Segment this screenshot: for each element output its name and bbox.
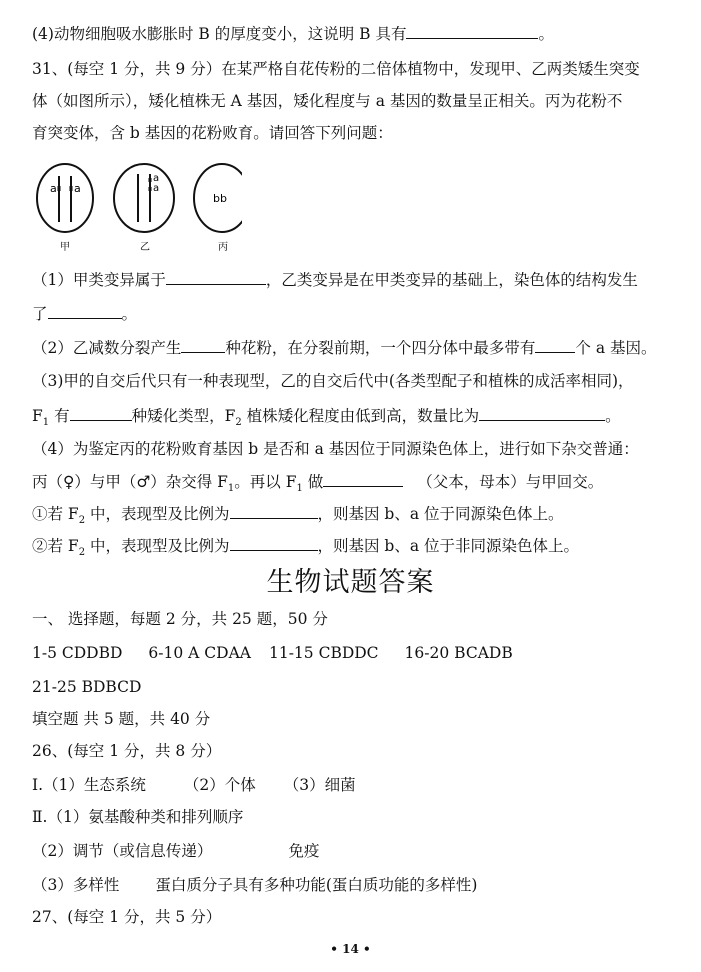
- q31-part3-line1: （3)甲的自交后代只有一种表现型，乙的自交后代中(各类型配子和植株的成活率相同)，: [32, 372, 634, 390]
- punct: 。: [538, 25, 554, 43]
- punct: 。: [605, 407, 621, 425]
- text: F: [32, 407, 43, 425]
- text: ，则基因 b、a 位于同源染色体上。: [317, 505, 564, 523]
- text: ，乙类变异是在甲类变异的基础上，染色体的结构发生: [265, 271, 638, 289]
- gene-a: a: [74, 182, 81, 195]
- answer-blank: [535, 336, 575, 353]
- cell-jia: [37, 164, 93, 253]
- text: Ⅰ.（1）生态系统: [32, 776, 146, 794]
- text: 丙（♀）与甲（♂）杂交得 F: [32, 473, 228, 491]
- text: 。再以 F: [234, 473, 297, 491]
- text: 中，表现型及比例为: [85, 537, 230, 555]
- q31-part4-line1: （4）为鉴定丙的花粉败育基因 b 是否和 a 基因位于同源染色体上，进行如下杂交普通：: [32, 440, 639, 458]
- gene-a: a: [50, 182, 57, 195]
- q31-header-line2: 体（如图所示），矮化植株无 A 基因，矮化程度与 a 基因的数量呈正相关。丙为花粉不: [32, 92, 623, 110]
- text: 蛋白质分子具有多种功能(蛋白质功能的多样性): [155, 876, 478, 894]
- cell-label-bing: 丙: [218, 242, 228, 253]
- text: 有: [49, 407, 70, 425]
- text: 植株矮化程度由低到高，数量比为: [241, 407, 480, 425]
- text: （2）调节（或信息传递）: [32, 842, 213, 860]
- subscript: 1: [227, 483, 235, 495]
- q31-part3-line2: [32, 404, 683, 434]
- q31-header-line3: 育突变体，含 b 基因的花粉败育。请回答下列问题：: [32, 124, 393, 142]
- cell-yi: [114, 164, 174, 253]
- text: 做: [302, 473, 324, 491]
- q31-part2: [32, 336, 683, 359]
- text: （3）细菌: [283, 776, 356, 794]
- answer-blank: [479, 404, 605, 421]
- gene-a: a: [153, 183, 160, 194]
- mc-answers-row1: [32, 642, 683, 664]
- q31-header-line1: 31、(每空 1 分，共 9 分）在某严格自花传粉的二倍体植物中，发现甲、乙两类矮生突变: [32, 60, 640, 78]
- subscript: 1: [296, 483, 303, 495]
- mc-group: 6-10 A CDAA: [148, 644, 251, 662]
- q30-part4-text: (4)动物细胞吸水膨胀时 B 的厚度变小，这说明 B 具有: [32, 25, 407, 43]
- text: （2）乙减数分裂产生: [32, 339, 182, 357]
- mc-group: 1-5 CDDBD: [32, 644, 123, 662]
- page-number: • 14 •: [330, 942, 371, 956]
- text: ②若 F: [32, 537, 79, 555]
- answers-title: 生物试题答案: [266, 567, 435, 598]
- text: （2）个体: [183, 776, 256, 794]
- punct: 。: [121, 305, 138, 323]
- q31-part4-line2: [32, 470, 683, 500]
- answer-blank: [166, 268, 266, 285]
- subscript: 2: [78, 515, 86, 527]
- section-mc-header: 一、 选择题，每题 2 分，共 25 题，50 分: [32, 610, 328, 628]
- text: 中，表现型及比例为: [85, 505, 230, 523]
- answer-blank: [70, 404, 132, 421]
- q26-part-i: [32, 774, 683, 796]
- q31-part1-line1: [32, 268, 683, 291]
- gene-bb: bb: [213, 192, 227, 205]
- answer-blank: [406, 22, 538, 39]
- answer-blank: [48, 302, 122, 319]
- text: （父本，母本）与甲回交。: [417, 473, 604, 491]
- answer-blank: [181, 336, 225, 353]
- text: （3）多样性: [32, 876, 120, 894]
- section-fill-header: 填空题 共 5 题，共 40 分: [32, 710, 211, 728]
- answer-blank: [323, 470, 403, 487]
- cell-label-yi: 乙: [140, 242, 150, 253]
- gene-a: a: [153, 173, 160, 184]
- text: （1）甲类变异属于: [32, 271, 166, 289]
- text: 了: [32, 305, 48, 323]
- text: ，则基因 b、a 位于非同源染色体上。: [317, 537, 580, 555]
- mc-answers-row2: 21-25 BDBCD: [32, 678, 142, 696]
- q26-part-ii-1: Ⅱ.（1）氨基酸种类和排列顺序: [32, 808, 244, 826]
- text: 个 a 基因。: [575, 339, 657, 357]
- q26-part-ii-2: [32, 840, 683, 862]
- cell-bing: [194, 164, 242, 253]
- cell-label-jia: 甲: [60, 242, 70, 253]
- text: ①若 F: [32, 505, 79, 523]
- answer-blank: [230, 502, 318, 519]
- chromosome-figure: [32, 158, 242, 258]
- q27-header: 27、(每空 1 分，共 5 分）: [32, 908, 222, 926]
- q31-part1-line2: [32, 302, 683, 325]
- q26-part-ii-3: [32, 874, 683, 896]
- text: 种花粉，在分裂前期，一个四分体中最多带有: [225, 339, 536, 357]
- q26-header: 26、(每空 1 分，共 8 分）: [32, 742, 222, 760]
- text: 免疫: [288, 842, 320, 860]
- text: 种矮化类型，F: [131, 407, 236, 425]
- mc-group: 11-15 CBDDC: [268, 644, 379, 662]
- mc-group: 16-20 BCADB: [404, 644, 513, 662]
- subscript: 2: [78, 547, 86, 559]
- q30-part4: [32, 22, 683, 45]
- answer-blank: [230, 534, 318, 551]
- q31-part4-case1: [32, 502, 683, 532]
- subscript: 2: [235, 417, 242, 429]
- subscript: 1: [42, 417, 50, 429]
